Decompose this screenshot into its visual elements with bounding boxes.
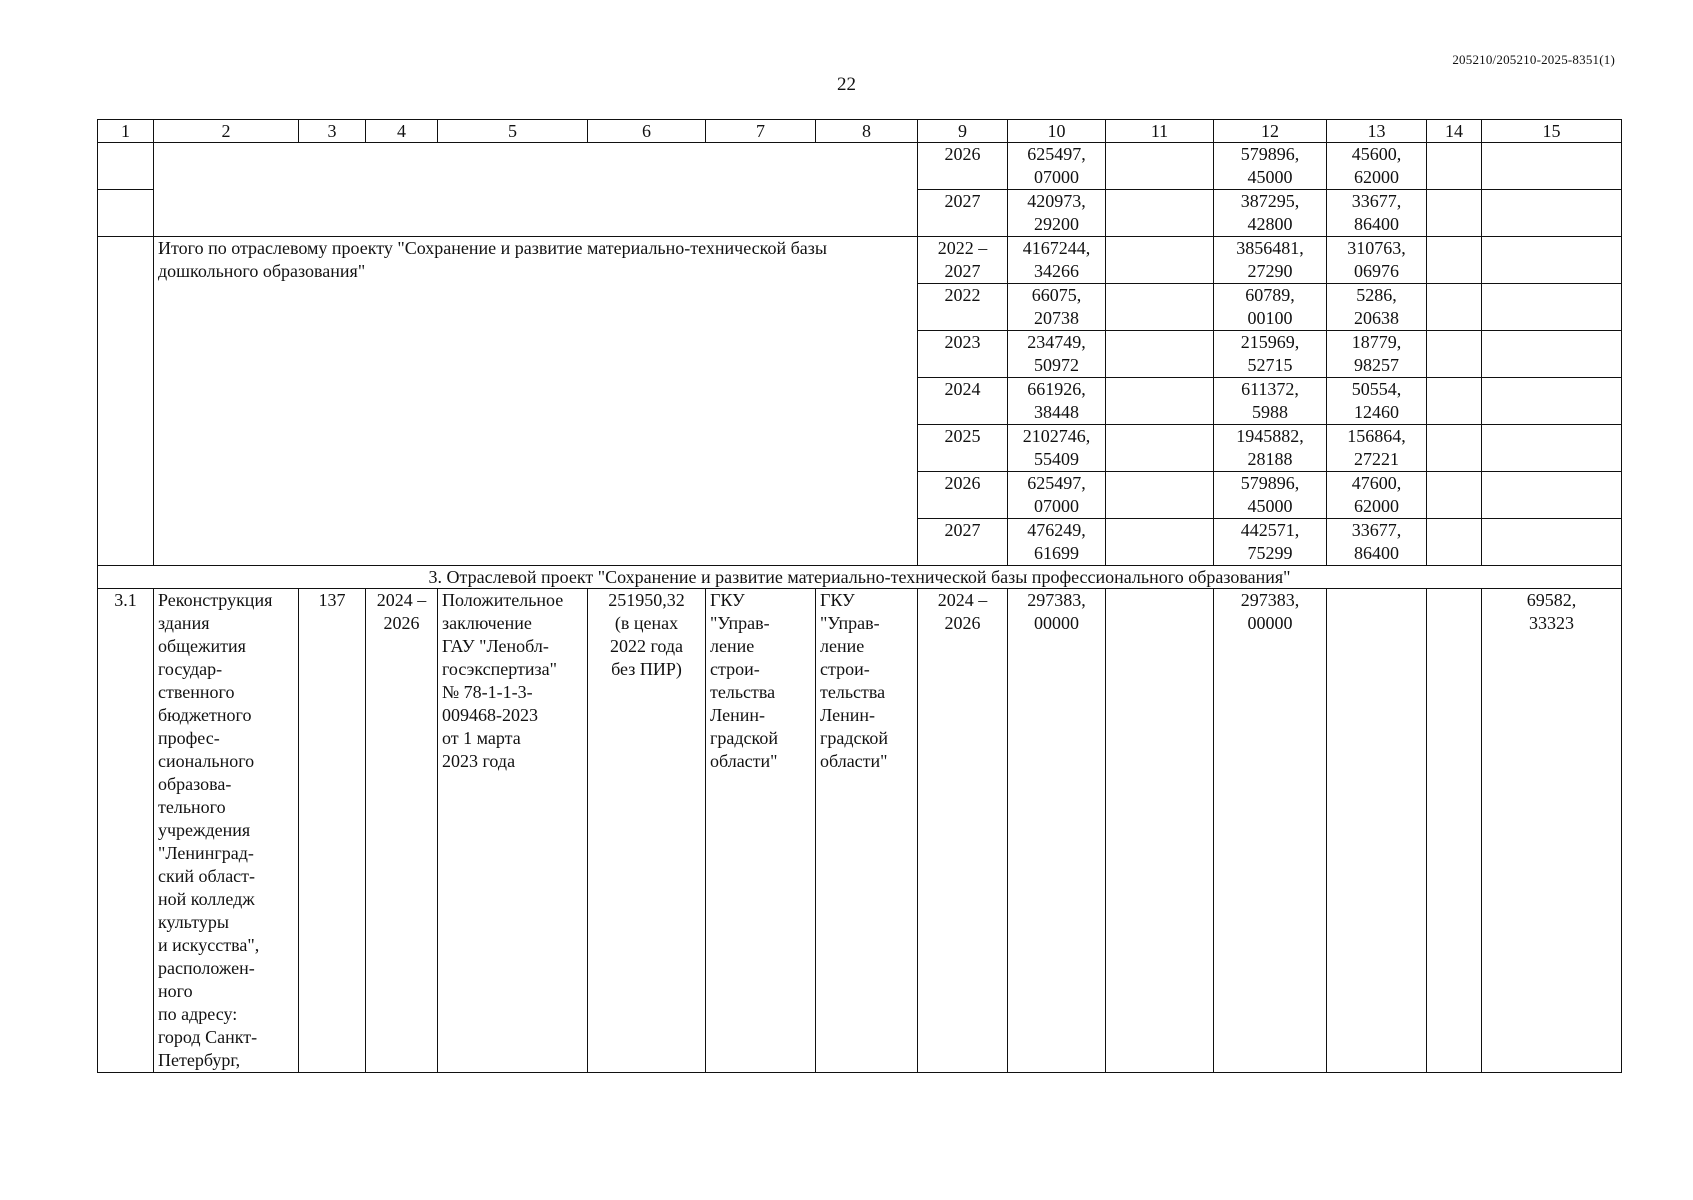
year-cell: 2027 [918, 519, 1008, 566]
item-row [98, 589, 1622, 1073]
value-col11 [1106, 237, 1214, 284]
value-col14 [1427, 519, 1482, 566]
column-header-11: 11 [1106, 120, 1214, 143]
value-col12: 579896, 45000 [1214, 472, 1327, 519]
value-col10: 476249, 61699 [1008, 519, 1106, 566]
value-col10: 234749, 50972 [1008, 331, 1106, 378]
item-period: 2024 – 2026 [366, 589, 438, 1073]
value-col11 [1106, 425, 1214, 472]
value-col15 [1482, 378, 1622, 425]
year-cell: 2024 [918, 378, 1008, 425]
year-cell: 2027 [918, 190, 1008, 237]
value-col11 [1106, 143, 1214, 190]
cell-col1 [98, 237, 154, 566]
value-col11 [1106, 378, 1214, 425]
value-col12: 442571, 75299 [1214, 519, 1327, 566]
column-header-12: 12 [1214, 120, 1327, 143]
item-number: 3.1 [98, 589, 154, 1073]
value-col15 [1482, 237, 1622, 284]
value-col13: 33677, 86400 [1327, 190, 1427, 237]
value-col10: 420973, 29200 [1008, 190, 1106, 237]
column-header-1: 1 [98, 120, 154, 143]
value-col13: 310763, 06976 [1327, 237, 1427, 284]
value-col12: 1945882, 28188 [1214, 425, 1327, 472]
item-col3: 137 [299, 589, 366, 1073]
column-header-4: 4 [366, 120, 438, 143]
value-col15 [1482, 331, 1622, 378]
value-col10: 66075, 20738 [1008, 284, 1106, 331]
table-row [98, 143, 1622, 190]
cell-col1 [98, 190, 154, 237]
value-col10: 625497, 07000 [1008, 472, 1106, 519]
cell-col1 [98, 143, 154, 190]
column-header-2: 2 [154, 120, 299, 143]
column-header-3: 3 [299, 120, 366, 143]
value-col14 [1427, 378, 1482, 425]
value-col11 [1106, 331, 1214, 378]
item-conclusion: Положительное заключение ГАУ "Ленобл- госэкспертиза" № 78-1-1-3- 009468-2023 от 1 марта 2023 года [438, 589, 588, 1073]
total-row [98, 237, 1622, 284]
year-cell: 2025 [918, 425, 1008, 472]
item-name: Реконструкция здания общежития государ- ственного бюджетного профес- сионального образова- тельного учреждения "Ленинград- ский област- ной колледж культуры и искусства", расположен- ного по адресу: город Санкт- Петербург, [154, 589, 299, 1073]
year-cell: 2023 [918, 331, 1008, 378]
value-col12: 215969, 52715 [1214, 331, 1327, 378]
value-col11 [1106, 190, 1214, 237]
column-header-14: 14 [1427, 120, 1482, 143]
section-row [98, 566, 1622, 589]
page-number: 22 [837, 74, 856, 95]
value-col14 [1427, 472, 1482, 519]
column-header-8: 8 [816, 120, 918, 143]
column-header-5: 5 [438, 120, 588, 143]
value-col15 [1482, 519, 1622, 566]
value-col14 [1427, 237, 1482, 284]
value-col10: 661926, 38448 [1008, 378, 1106, 425]
value-col14 [1427, 331, 1482, 378]
value-col11 [1106, 472, 1214, 519]
value-col15 [1482, 190, 1622, 237]
value-col14 [1427, 425, 1482, 472]
value-col15 [1482, 284, 1622, 331]
budget-table [97, 119, 1622, 1073]
total-label: Итого по отраслевому проекту "Сохранение и развитие материально-технической базы дошкольного образования" [154, 237, 918, 566]
item-contractor: ГКУ "Управ- ление строи- тельства Ленин- градской области" [816, 589, 918, 1073]
item-years: 2024 – 2026 [918, 589, 1008, 1073]
value-col13 [1327, 589, 1427, 1073]
value-col10: 625497, 07000 [1008, 143, 1106, 190]
column-header-6: 6 [588, 120, 706, 143]
value-col14 [1427, 284, 1482, 331]
value-col13: 45600, 62000 [1327, 143, 1427, 190]
value-col14 [1427, 589, 1482, 1073]
value-col11 [1106, 284, 1214, 331]
continuation-blank [154, 143, 918, 237]
value-col10: 2102746, 55409 [1008, 425, 1106, 472]
value-col13: 156864, 27221 [1327, 425, 1427, 472]
column-header-10: 10 [1008, 120, 1106, 143]
year-cell: 2026 [918, 472, 1008, 519]
value-col11 [1106, 519, 1214, 566]
value-col12: 579896, 45000 [1214, 143, 1327, 190]
value-col15: 69582, 33323 [1482, 589, 1622, 1073]
section-title: 3. Отраслевой проект "Сохранение и развитие материально-технической базы профессионального образования" [98, 566, 1622, 589]
item-customer: ГКУ "Управ- ление строи- тельства Ленин- градской области" [706, 589, 816, 1073]
column-header-15: 15 [1482, 120, 1622, 143]
value-col15 [1482, 472, 1622, 519]
column-header-7: 7 [706, 120, 816, 143]
value-col14 [1427, 143, 1482, 190]
value-col13: 5286, 20638 [1327, 284, 1427, 331]
year-cell: 2026 [918, 143, 1008, 190]
value-col12: 387295, 42800 [1214, 190, 1327, 237]
value-col13: 18779, 98257 [1327, 331, 1427, 378]
value-col11 [1106, 589, 1214, 1073]
value-col15 [1482, 143, 1622, 190]
value-col14 [1427, 190, 1482, 237]
value-col15 [1482, 425, 1622, 472]
value-col10: 297383, 00000 [1008, 589, 1106, 1073]
year-cell: 2022 [918, 284, 1008, 331]
year-cell: 2022 – 2027 [918, 237, 1008, 284]
value-col12: 3856481, 27290 [1214, 237, 1327, 284]
value-col12: 60789, 00100 [1214, 284, 1327, 331]
column-header-9: 9 [918, 120, 1008, 143]
table-body [98, 120, 1622, 1073]
value-col13: 50554, 12460 [1327, 378, 1427, 425]
item-cost: 251950,32 (в ценах 2022 года без ПИР) [588, 589, 706, 1073]
value-col13: 47600, 62000 [1327, 472, 1427, 519]
header-row [98, 120, 1622, 143]
column-header-13: 13 [1327, 120, 1427, 143]
value-col12: 611372, 5988 [1214, 378, 1327, 425]
value-col12: 297383, 00000 [1214, 589, 1327, 1073]
document-id: 205210/205210-2025-8351(1) [1452, 52, 1615, 67]
value-col10: 4167244, 34266 [1008, 237, 1106, 284]
value-col13: 33677, 86400 [1327, 519, 1427, 566]
